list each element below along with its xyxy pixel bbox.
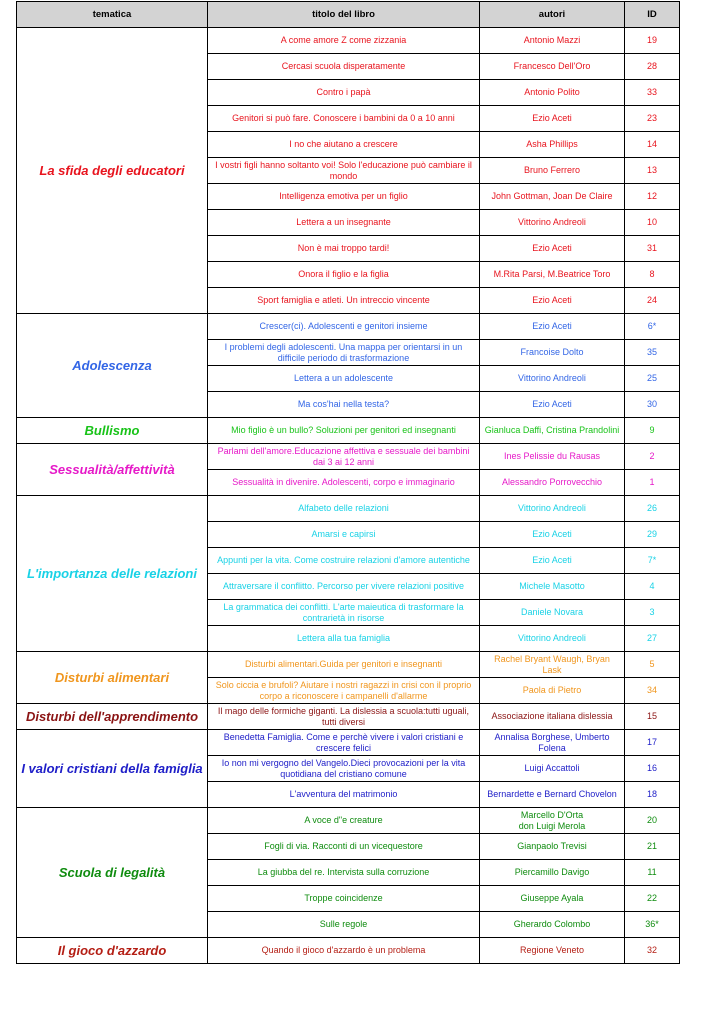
- book-id: 14: [625, 132, 680, 158]
- book-id: 20: [625, 808, 680, 834]
- book-id: 28: [625, 54, 680, 80]
- book-id: 36*: [625, 912, 680, 938]
- book-id: 8: [625, 262, 680, 288]
- book-author: Vittorino Andreoli: [480, 366, 625, 392]
- book-id: 30: [625, 392, 680, 418]
- book-id: 4: [625, 574, 680, 600]
- book-author: Luigi Accattoli: [480, 756, 625, 782]
- book-author: Paola di Pietro: [480, 678, 625, 704]
- section-theme: Disturbi dell'apprendimento: [17, 704, 208, 730]
- book-author: Alessandro Porrovecchio: [480, 470, 625, 496]
- book-title: Ma cos'hai nella testa?: [208, 392, 480, 418]
- book-author: Vittorino Andreoli: [480, 210, 625, 236]
- book-id: 17: [625, 730, 680, 756]
- book-id: 21: [625, 834, 680, 860]
- book-author: Ezio Aceti: [480, 106, 625, 132]
- book-title: A voce d"e creature: [208, 808, 480, 834]
- book-author: Bernardette e Bernard Chovelon: [480, 782, 625, 808]
- book-title: Sulle regole: [208, 912, 480, 938]
- book-id: 25: [625, 366, 680, 392]
- book-title: Quando il gioco d'azzardo è un problema: [208, 938, 480, 964]
- book-id: 13: [625, 158, 680, 184]
- book-author: Marcello D'Orta don Luigi Merola: [480, 808, 625, 834]
- book-title: Troppe coincidenze: [208, 886, 480, 912]
- book-id: 35: [625, 340, 680, 366]
- book-title: I vostri figli hanno soltanto voi! Solo l'educazione può cambiare il mondo: [208, 158, 480, 184]
- book-author: Ezio Aceti: [480, 314, 625, 340]
- book-author: Vittorino Andreoli: [480, 626, 625, 652]
- table-row: [17, 314, 680, 340]
- section-theme: Scuola di legalità: [17, 808, 208, 938]
- book-author: Daniele Novara: [480, 600, 625, 626]
- book-title: Fogli di via. Racconti di un vicequestore: [208, 834, 480, 860]
- book-author: Francoise Dolto: [480, 340, 625, 366]
- book-title: Mio figlio è un bullo? Soluzioni per genitori ed insegnanti: [208, 418, 480, 444]
- book-title: Sessualità in divenire. Adolescenti, corpo e immaginario: [208, 470, 480, 496]
- book-author: Michele Masotto: [480, 574, 625, 600]
- book-author: Giuseppe Ayala: [480, 886, 625, 912]
- book-title: Io non mi vergogno del Vangelo.Dieci provocazioni per la vita quotidiana del cristiano comune: [208, 756, 480, 782]
- book-author: M.Rita Parsi, M.Beatrice Toro: [480, 262, 625, 288]
- book-id: 19: [625, 28, 680, 54]
- book-id: 22: [625, 886, 680, 912]
- book-author: Francesco Dell'Oro: [480, 54, 625, 80]
- book-title: Lettera a un adolescente: [208, 366, 480, 392]
- book-title: Amarsi e capirsi: [208, 522, 480, 548]
- section-theme: L'importanza delle relazioni: [17, 496, 208, 652]
- book-title: Disturbi alimentari.Guida per genitori e insegnanti: [208, 652, 480, 678]
- book-author: Ines Pelissie du Rausas: [480, 444, 625, 470]
- book-id: 9: [625, 418, 680, 444]
- table-row: [17, 444, 680, 470]
- book-author: Ezio Aceti: [480, 548, 625, 574]
- book-id: 12: [625, 184, 680, 210]
- book-id: 18: [625, 782, 680, 808]
- book-author: Gianpaolo Trevisi: [480, 834, 625, 860]
- book-id: 34: [625, 678, 680, 704]
- book-author: Antonio Polito: [480, 80, 625, 106]
- book-id: 6*: [625, 314, 680, 340]
- book-title: Intelligenza emotiva per un figlio: [208, 184, 480, 210]
- section-theme: I valori cristiani della famiglia: [17, 730, 208, 808]
- book-title: Crescer(ci). Adolescenti e genitori insieme: [208, 314, 480, 340]
- header-row: [17, 2, 680, 28]
- table-row: [17, 418, 680, 444]
- table-body: [17, 28, 680, 964]
- header-tematica: tematica: [17, 2, 208, 28]
- book-id: 5: [625, 652, 680, 678]
- book-title: Attraversare il conflitto. Percorso per vivere relazioni positive: [208, 574, 480, 600]
- book-title: Non è mai troppo tardi!: [208, 236, 480, 262]
- book-title: A come amore Z come zizzania: [208, 28, 480, 54]
- header-titolo: titolo del libro: [208, 2, 480, 28]
- book-author: Ezio Aceti: [480, 288, 625, 314]
- book-id: 32: [625, 938, 680, 964]
- book-id: 3: [625, 600, 680, 626]
- book-author: Ezio Aceti: [480, 522, 625, 548]
- book-author: Bruno Ferrero: [480, 158, 625, 184]
- book-title: Alfabeto delle relazioni: [208, 496, 480, 522]
- book-title: La giubba del re. Intervista sulla corruzione: [208, 860, 480, 886]
- book-author: Associazione italiana dislessia: [480, 704, 625, 730]
- table-row: [17, 28, 680, 54]
- book-author: John Gottman, Joan De Claire: [480, 184, 625, 210]
- book-title: Lettera alla tua famiglia: [208, 626, 480, 652]
- book-title: I no che aiutano a crescere: [208, 132, 480, 158]
- section-theme: Il gioco d'azzardo: [17, 938, 208, 964]
- section-theme: Adolescenza: [17, 314, 208, 418]
- book-author: Rachel Bryant Waugh, Bryan Lask: [480, 652, 625, 678]
- book-id: 15: [625, 704, 680, 730]
- book-id: 26: [625, 496, 680, 522]
- book-author: Vittorino Andreoli: [480, 496, 625, 522]
- book-author: Asha Phillips: [480, 132, 625, 158]
- book-author: Gianluca Daffi, Cristina Prandolini: [480, 418, 625, 444]
- section-theme: Disturbi alimentari: [17, 652, 208, 704]
- book-id: 33: [625, 80, 680, 106]
- table-row: [17, 652, 680, 678]
- book-id: 1: [625, 470, 680, 496]
- table-row: [17, 496, 680, 522]
- book-author: Ezio Aceti: [480, 392, 625, 418]
- book-title: Lettera a un insegnante: [208, 210, 480, 236]
- table-row: [17, 808, 680, 834]
- table-row: [17, 730, 680, 756]
- book-title: La grammatica dei conflitti. L'arte maieutica di trasformare la contrarietà in risorse: [208, 600, 480, 626]
- book-title: Il mago delle formiche giganti. La dislessia a scuola:tutti uguali, tutti diversi: [208, 704, 480, 730]
- book-author: Ezio Aceti: [480, 236, 625, 262]
- book-title: I problemi degli adolescenti. Una mappa per orientarsi in un difficile periodo di trasformazione: [208, 340, 480, 366]
- book-author: Regione Veneto: [480, 938, 625, 964]
- book-id: 10: [625, 210, 680, 236]
- table-row: [17, 704, 680, 730]
- book-id: 27: [625, 626, 680, 652]
- book-id: 24: [625, 288, 680, 314]
- book-title: Sport famiglia e atleti. Un intreccio vincente: [208, 288, 480, 314]
- section-theme: Sessualità/affettività: [17, 444, 208, 496]
- book-id: 11: [625, 860, 680, 886]
- book-id: 2: [625, 444, 680, 470]
- section-theme: Bullismo: [17, 418, 208, 444]
- book-author: Annalisa Borghese, Umberto Folena: [480, 730, 625, 756]
- book-title: Appunti per la vita. Come costruire relazioni d'amore autentiche: [208, 548, 480, 574]
- book-id: 16: [625, 756, 680, 782]
- book-title: Parlami dell'amore.Educazione affettiva e sessuale dei bambini dai 3 ai 12 anni: [208, 444, 480, 470]
- header-id: ID: [625, 2, 680, 28]
- book-id: 31: [625, 236, 680, 262]
- book-title: Contro i papà: [208, 80, 480, 106]
- table-row: [17, 938, 680, 964]
- book-title: Benedetta Famiglia. Come e perchè vivere i valori cristiani e crescere felici: [208, 730, 480, 756]
- book-author: Piercamillo Davigo: [480, 860, 625, 886]
- section-theme: La sfida degli educatori: [17, 28, 208, 314]
- book-id: 23: [625, 106, 680, 132]
- book-title: Genitori si può fare. Conoscere i bambini da 0 a 10 anni: [208, 106, 480, 132]
- book-title: Onora il figlio e la figlia: [208, 262, 480, 288]
- book-title: Cercasi scuola disperatamente: [208, 54, 480, 80]
- header-autori: autori: [480, 2, 625, 28]
- book-title: L'avventura del matrimonio: [208, 782, 480, 808]
- book-id: 29: [625, 522, 680, 548]
- book-id: 7*: [625, 548, 680, 574]
- book-table: [16, 1, 680, 964]
- book-author: Gherardo Colombo: [480, 912, 625, 938]
- book-author: Antonio Mazzi: [480, 28, 625, 54]
- book-title: Solo ciccia e brufoli? Aiutare i nostri ragazzi in crisi con il proprio corpo a riconoscere i campanelli d'allarme: [208, 678, 480, 704]
